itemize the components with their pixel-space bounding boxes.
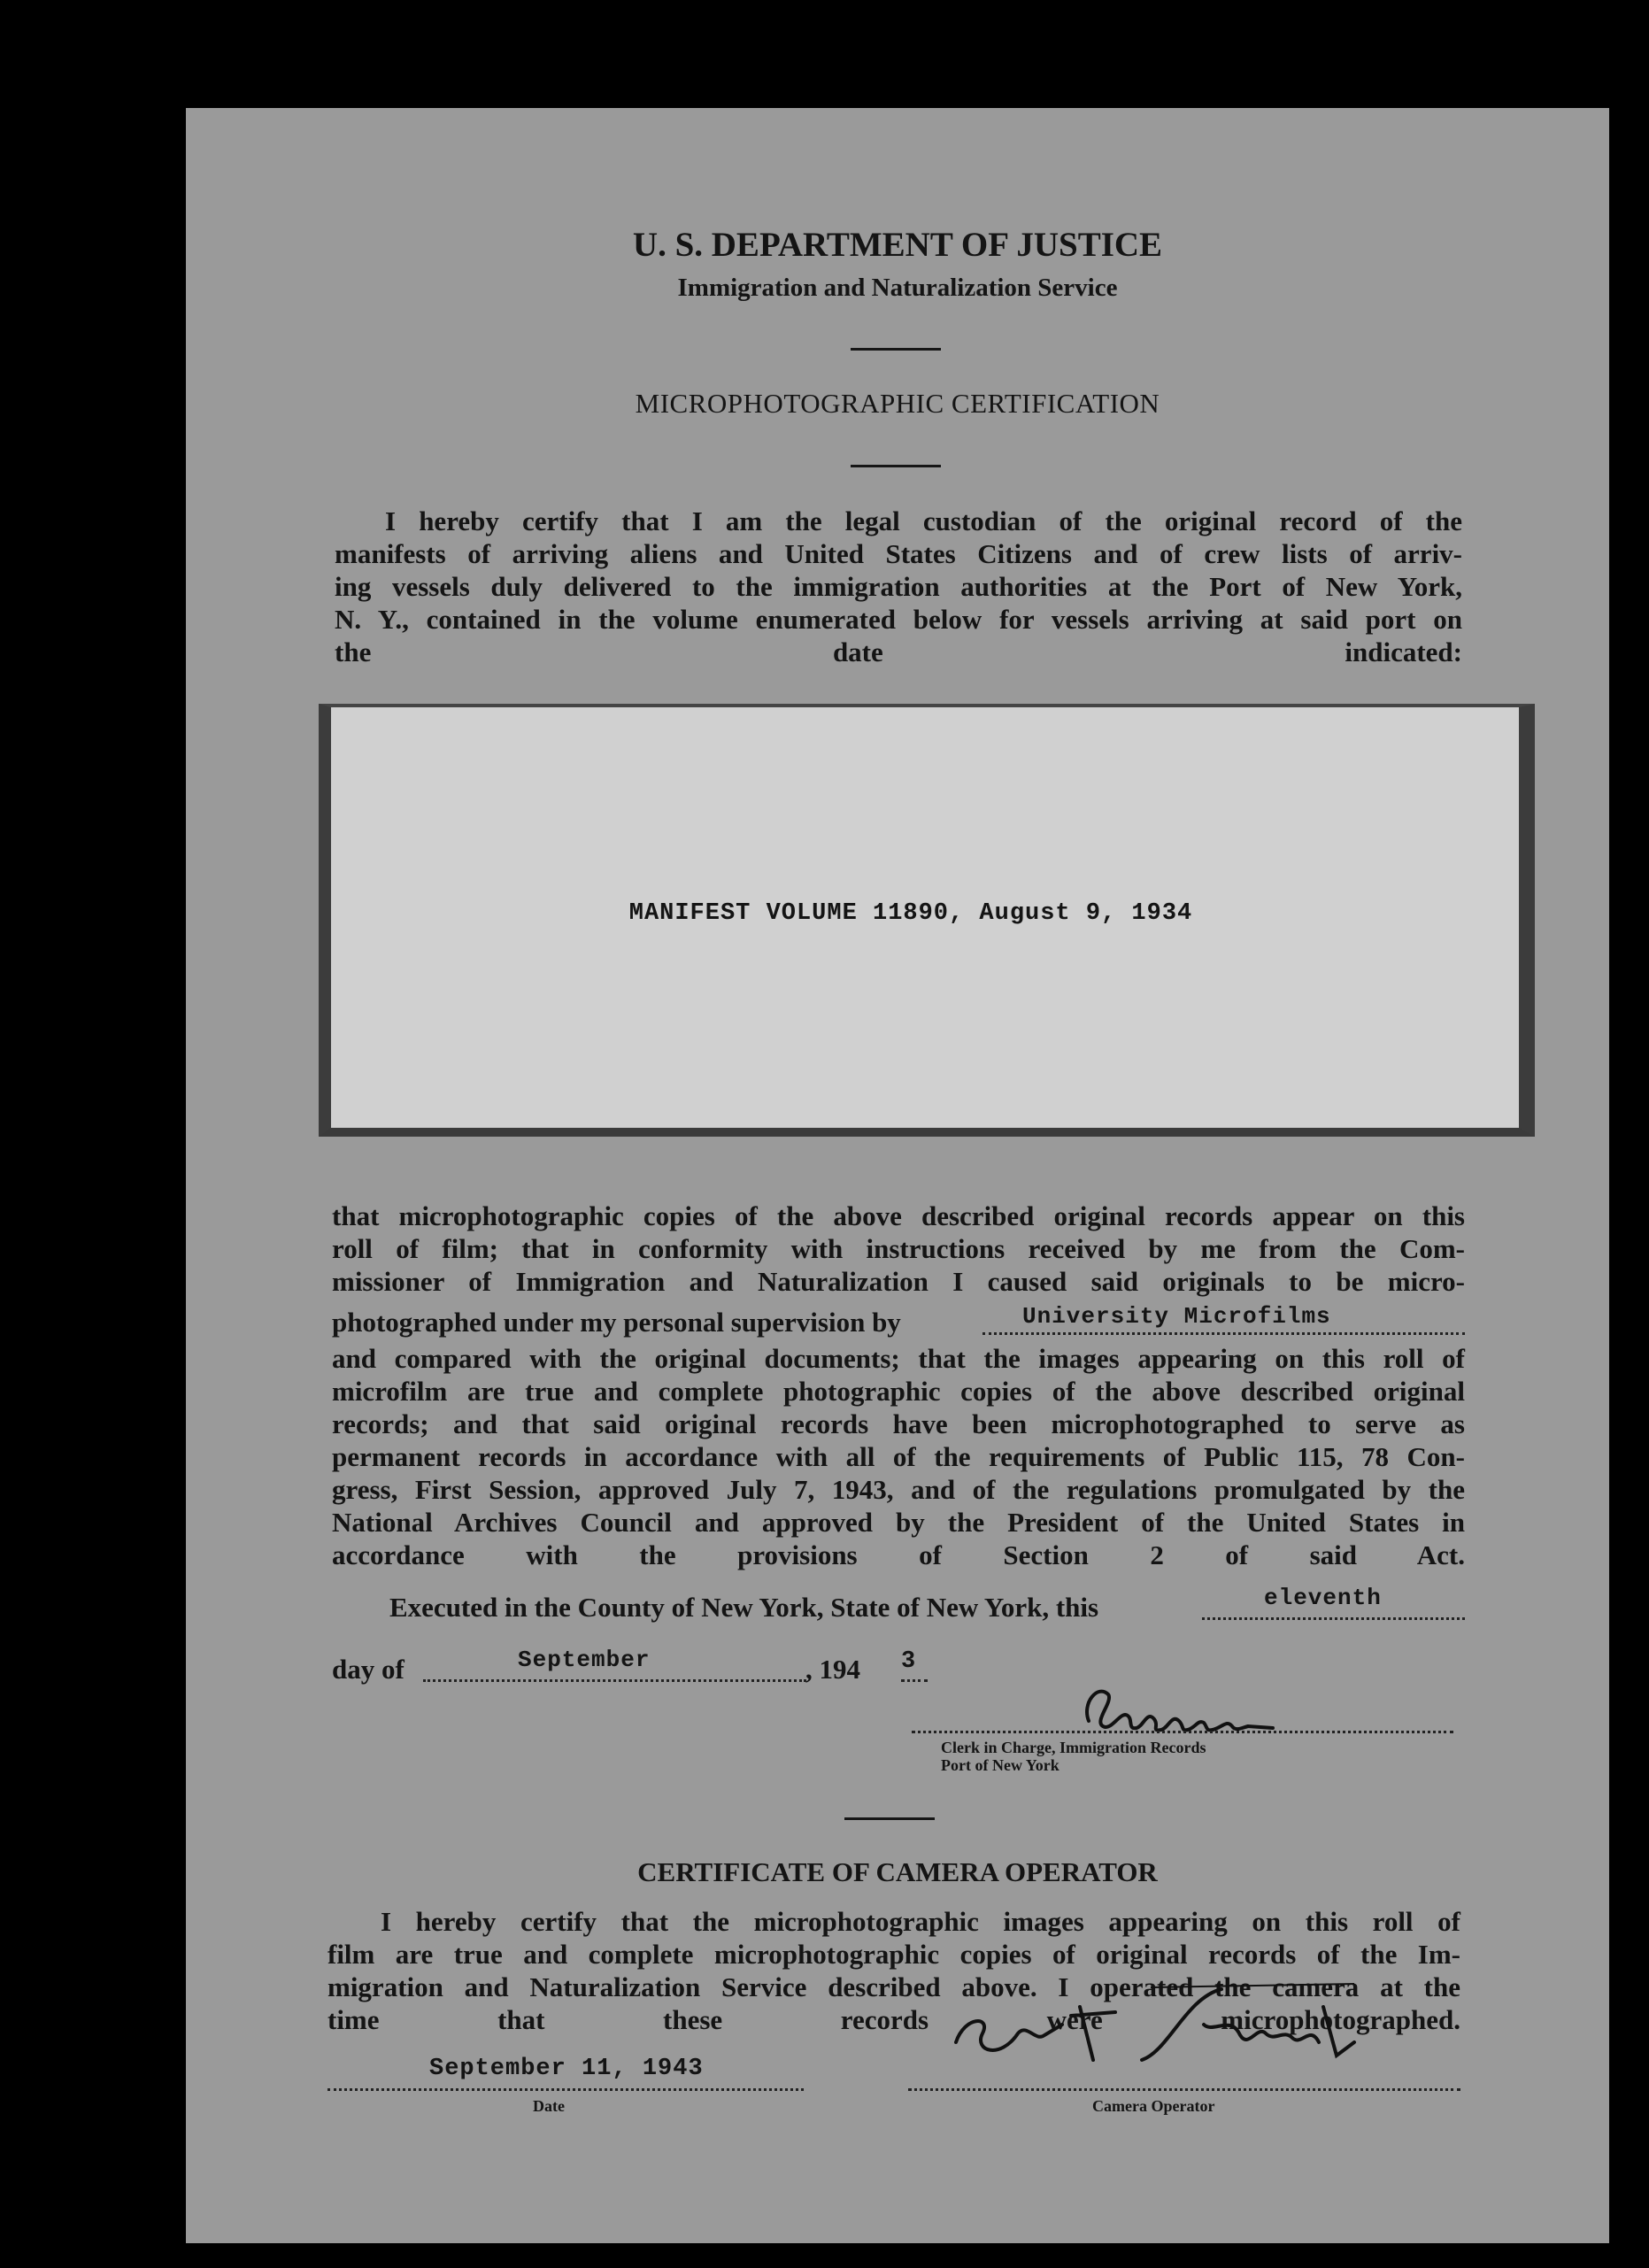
department-title: U. S. DEPARTMENT OF JUSTICE <box>632 226 1163 264</box>
operator-date-label: Date <box>533 2097 565 2115</box>
body-line: gress, First Session, approved July 7, 1943, and of the regulations promulgated by the <box>332 1474 1465 1505</box>
intro-line: ing vessels duly delivered to the immigration authorities at the Port of New York, <box>335 571 1462 602</box>
year-digit: 3 <box>901 1648 917 1675</box>
service-subtitle: Immigration and Naturalization Service <box>677 274 1118 302</box>
body-line: microfilm are true and complete photographic copies of the above described original <box>332 1376 1465 1407</box>
intro-paragraph <box>335 505 1462 668</box>
body-line: and compared with the original documents; that the images appearing on this roll of <box>332 1343 1465 1374</box>
clerk-title-line2: Port of New York <box>941 1756 1060 1774</box>
intro-line: I hereby certify that I am the legal custodian of the original record of the <box>385 505 1462 536</box>
title-divider <box>851 465 941 467</box>
body-line: records; and that said original records have been microphotographed to serve as <box>332 1408 1465 1439</box>
camera-line: time that these records were microphotographed. <box>327 2004 1460 2035</box>
manifest-label: MANIFEST VOLUME 11890, August 9, 1934 <box>628 900 1193 927</box>
month-value: September <box>518 1647 651 1673</box>
body-line: missioner of Immigration and Naturalization I caused said originals to be micro- <box>332 1266 1465 1297</box>
intro-line: N. Y., contained in the volume enumerated below for vessels arriving at said port on <box>335 604 1462 635</box>
operator-date-value: September 11, 1943 <box>429 2056 704 2082</box>
execution-prefix: Executed in the County of New York, State of New York, this <box>389 1592 1099 1623</box>
certification-title: MICROPHOTOGRAPHIC CERTIFICATION <box>635 388 1160 419</box>
day-of-label: day of <box>332 1654 405 1685</box>
header-divider <box>851 348 941 351</box>
supervision-value: University Microfilms <box>1022 1303 1331 1330</box>
supervision-prefix: photographed under my personal supervision by <box>332 1307 901 1338</box>
body-line: permanent records in accordance with all of the requirements of Public 115, 78 Con- <box>332 1441 1465 1472</box>
intro-line: manifests of arriving aliens and United States Citizens and of crew lists of arriv- <box>335 538 1462 569</box>
camera-certificate-title: CERTIFICATE OF CAMERA OPERATOR <box>637 1856 1158 1887</box>
manifest-slip <box>319 704 1535 1137</box>
body-line: that microphotographic copies of the above described original records appear on this <box>332 1200 1465 1231</box>
body-line: accordance with the provisions of Section 2 of said Act. <box>332 1539 1465 1570</box>
camera-line: I hereby certify that the microphotographic images appearing on this roll of <box>381 1906 1460 1937</box>
body-line: roll of film; that in conformity with instructions received by me from the Com- <box>332 1233 1465 1264</box>
operator-label: Camera Operator <box>1092 2097 1215 2115</box>
camera-line: film are true and complete microphotographic copies of original records of the Im- <box>327 1939 1460 1970</box>
body-line: National Archives Council and approved by the President of the United States in <box>332 1507 1465 1538</box>
camera-line: migration and Naturalization Service described above. I operated the camera at the <box>327 1971 1460 2002</box>
intro-line: the date indicated: <box>335 636 1462 667</box>
certificate-sheet <box>186 108 1609 2243</box>
execution-day-value: eleventh <box>1264 1585 1382 1611</box>
clerk-title-line1: Clerk in Charge, Immigration Records <box>941 1739 1206 1756</box>
year-prefix: , 194 <box>805 1654 860 1685</box>
